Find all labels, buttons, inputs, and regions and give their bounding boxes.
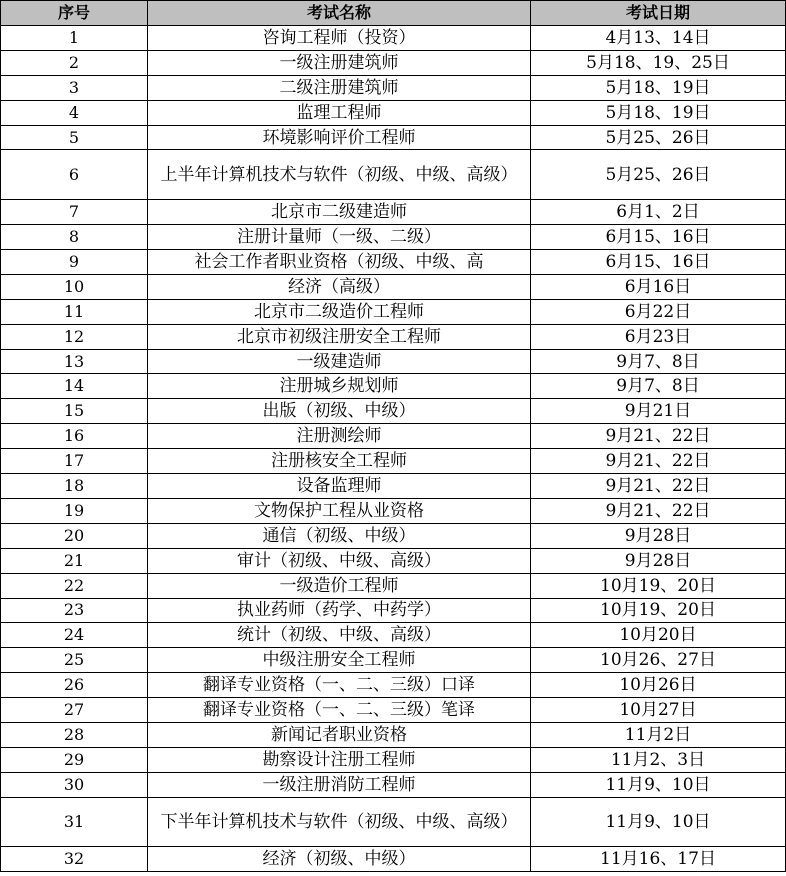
- exam-date-cell: 6月15、16日: [531, 250, 786, 275]
- table-row: [1, 274, 786, 299]
- exam-name-cell: 翻译专业资格（一、二、三级）笔译: [148, 698, 531, 723]
- table-row: [1, 847, 786, 872]
- table-row: [1, 374, 786, 399]
- exam-name-cell: 统计（初级、中级、高级）: [148, 623, 531, 648]
- table-row: [1, 299, 786, 324]
- table-row: [1, 125, 786, 150]
- serial-number-cell: 3: [1, 75, 148, 100]
- table-row: [1, 100, 786, 125]
- serial-number-cell: 28: [1, 722, 148, 747]
- exam-date-cell: 9月28日: [531, 548, 786, 573]
- serial-number-cell: 9: [1, 250, 148, 275]
- serial-number-cell: 30: [1, 772, 148, 797]
- exam-name-cell: 一级注册消防工程师: [148, 772, 531, 797]
- serial-number-cell: 8: [1, 225, 148, 250]
- table-row: [1, 747, 786, 772]
- exam-date-cell: 6月16日: [531, 274, 786, 299]
- exam-date-cell: 9月21、22日: [531, 474, 786, 499]
- exam-date-cell: 5月18、19日: [531, 75, 786, 100]
- exam-date-cell: 10月19、20日: [531, 598, 786, 623]
- serial-number-cell: 16: [1, 424, 148, 449]
- exam-date-cell: 9月21日: [531, 399, 786, 424]
- exam-date-cell: 6月22日: [531, 299, 786, 324]
- table-row: [1, 75, 786, 100]
- exam-name-cell: 一级注册建筑师: [148, 50, 531, 75]
- exam-date-cell: 11月9、10日: [531, 772, 786, 797]
- exam-name-cell: 一级建造师: [148, 349, 531, 374]
- exam-date-cell: 11月9、10日: [531, 797, 786, 847]
- serial-number-cell: 5: [1, 125, 148, 150]
- exam-name-cell: 注册计量师（一级、二级）: [148, 225, 531, 250]
- header-exam-date: 考试日期: [531, 1, 786, 26]
- table-row: [1, 498, 786, 523]
- serial-number-cell: 22: [1, 573, 148, 598]
- table-row: [1, 449, 786, 474]
- table-row: [1, 200, 786, 225]
- table-row: [1, 648, 786, 673]
- exam-name-cell: 设备监理师: [148, 474, 531, 499]
- exam-date-cell: 9月7、8日: [531, 374, 786, 399]
- exam-name-cell: 翻译专业资格（一、二、三级）口译: [148, 673, 531, 698]
- table-row: [1, 573, 786, 598]
- exam-name-cell: 咨询工程师（投资）: [148, 26, 531, 51]
- exam-date-cell: 9月28日: [531, 523, 786, 548]
- table-row: [1, 523, 786, 548]
- exam-date-cell: 6月1、2日: [531, 200, 786, 225]
- exam-date-cell: 10月26、27日: [531, 648, 786, 673]
- serial-number-cell: 1: [1, 26, 148, 51]
- serial-number-cell: 20: [1, 523, 148, 548]
- table-row: [1, 399, 786, 424]
- exam-date-cell: 9月7、8日: [531, 349, 786, 374]
- table-row: [1, 424, 786, 449]
- exam-name-cell: 下半年计算机技术与软件（初级、中级、高级）: [148, 797, 531, 847]
- table-row: [1, 772, 786, 797]
- table-row: [1, 26, 786, 51]
- serial-number-cell: 24: [1, 623, 148, 648]
- exam-date-cell: 9月21、22日: [531, 498, 786, 523]
- exam-name-cell: 监理工程师: [148, 100, 531, 125]
- serial-number-cell: 17: [1, 449, 148, 474]
- exam-date-cell: 11月16、17日: [531, 847, 786, 872]
- exam-date-cell: 11月2日: [531, 722, 786, 747]
- exam-date-cell: 6月23日: [531, 324, 786, 349]
- serial-number-cell: 29: [1, 747, 148, 772]
- serial-number-cell: 4: [1, 100, 148, 125]
- exam-name-cell: 新闻记者职业资格: [148, 722, 531, 747]
- serial-number-cell: 2: [1, 50, 148, 75]
- exam-date-cell: 10月27日: [531, 698, 786, 723]
- exam-name-cell: 文物保护工程从业资格: [148, 498, 531, 523]
- serial-number-cell: 10: [1, 274, 148, 299]
- exam-name-cell: 出版（初级、中级）: [148, 399, 531, 424]
- table-row: [1, 548, 786, 573]
- serial-number-cell: 31: [1, 797, 148, 847]
- serial-number-cell: 19: [1, 498, 148, 523]
- table-row: [1, 673, 786, 698]
- serial-number-cell: 23: [1, 598, 148, 623]
- table-row: [1, 50, 786, 75]
- exam-name-cell: 上半年计算机技术与软件（初级、中级、高级）: [148, 150, 531, 200]
- exam-name-cell: 北京市二级建造师: [148, 200, 531, 225]
- exam-date-cell: 10月20日: [531, 623, 786, 648]
- table-header-row: [1, 1, 786, 26]
- exam-name-cell: 勘察设计注册工程师: [148, 747, 531, 772]
- serial-number-cell: 6: [1, 150, 148, 200]
- table-body: [1, 26, 786, 872]
- exam-name-cell: 审计（初级、中级、高级）: [148, 548, 531, 573]
- table-row: [1, 623, 786, 648]
- table-row: [1, 250, 786, 275]
- exam-name-cell: 北京市初级注册安全工程师: [148, 324, 531, 349]
- table-row: [1, 474, 786, 499]
- exam-date-cell: 6月15、16日: [531, 225, 786, 250]
- table-row: [1, 150, 786, 200]
- exam-date-cell: 9月21、22日: [531, 449, 786, 474]
- serial-number-cell: 12: [1, 324, 148, 349]
- exam-date-cell: 5月25、26日: [531, 125, 786, 150]
- serial-number-cell: 14: [1, 374, 148, 399]
- exam-name-cell: 注册城乡规划师: [148, 374, 531, 399]
- exam-date-cell: 5月18、19日: [531, 100, 786, 125]
- serial-number-cell: 32: [1, 847, 148, 872]
- table-row: [1, 225, 786, 250]
- exam-name-cell: 通信（初级、中级）: [148, 523, 531, 548]
- exam-name-cell: 环境影响评价工程师: [148, 125, 531, 150]
- exam-name-cell: 北京市二级造价工程师: [148, 299, 531, 324]
- exam-name-cell: 注册核安全工程师: [148, 449, 531, 474]
- serial-number-cell: 13: [1, 349, 148, 374]
- exam-date-cell: 10月19、20日: [531, 573, 786, 598]
- serial-number-cell: 11: [1, 299, 148, 324]
- table-row: [1, 797, 786, 847]
- exam-name-cell: 执业药师（药学、中药学）: [148, 598, 531, 623]
- table-row: [1, 698, 786, 723]
- serial-number-cell: 15: [1, 399, 148, 424]
- exam-name-cell: 二级注册建筑师: [148, 75, 531, 100]
- exam-name-cell: 中级注册安全工程师: [148, 648, 531, 673]
- exam-date-cell: 10月26日: [531, 673, 786, 698]
- header-serial-number: 序号: [1, 1, 148, 26]
- serial-number-cell: 7: [1, 200, 148, 225]
- table-row: [1, 598, 786, 623]
- exam-date-cell: 9月21、22日: [531, 424, 786, 449]
- exam-name-cell: 注册测绘师: [148, 424, 531, 449]
- exam-name-cell: 经济（高级）: [148, 274, 531, 299]
- serial-number-cell: 25: [1, 648, 148, 673]
- header-exam-name: 考试名称: [148, 1, 531, 26]
- serial-number-cell: 27: [1, 698, 148, 723]
- exam-date-cell: 4月13、14日: [531, 26, 786, 51]
- exam-name-cell: 一级造价工程师: [148, 573, 531, 598]
- exam-date-cell: 5月25、26日: [531, 150, 786, 200]
- exam-name-cell: 经济（初级、中级）: [148, 847, 531, 872]
- exam-date-cell: 11月2、3日: [531, 747, 786, 772]
- table-row: [1, 349, 786, 374]
- serial-number-cell: 21: [1, 548, 148, 573]
- exam-date-cell: 5月18、19、25日: [531, 50, 786, 75]
- exam-name-cell: 社会工作者职业资格（初级、中级、高: [148, 250, 531, 275]
- table-row: [1, 324, 786, 349]
- table-row: [1, 722, 786, 747]
- serial-number-cell: 26: [1, 673, 148, 698]
- serial-number-cell: 18: [1, 474, 148, 499]
